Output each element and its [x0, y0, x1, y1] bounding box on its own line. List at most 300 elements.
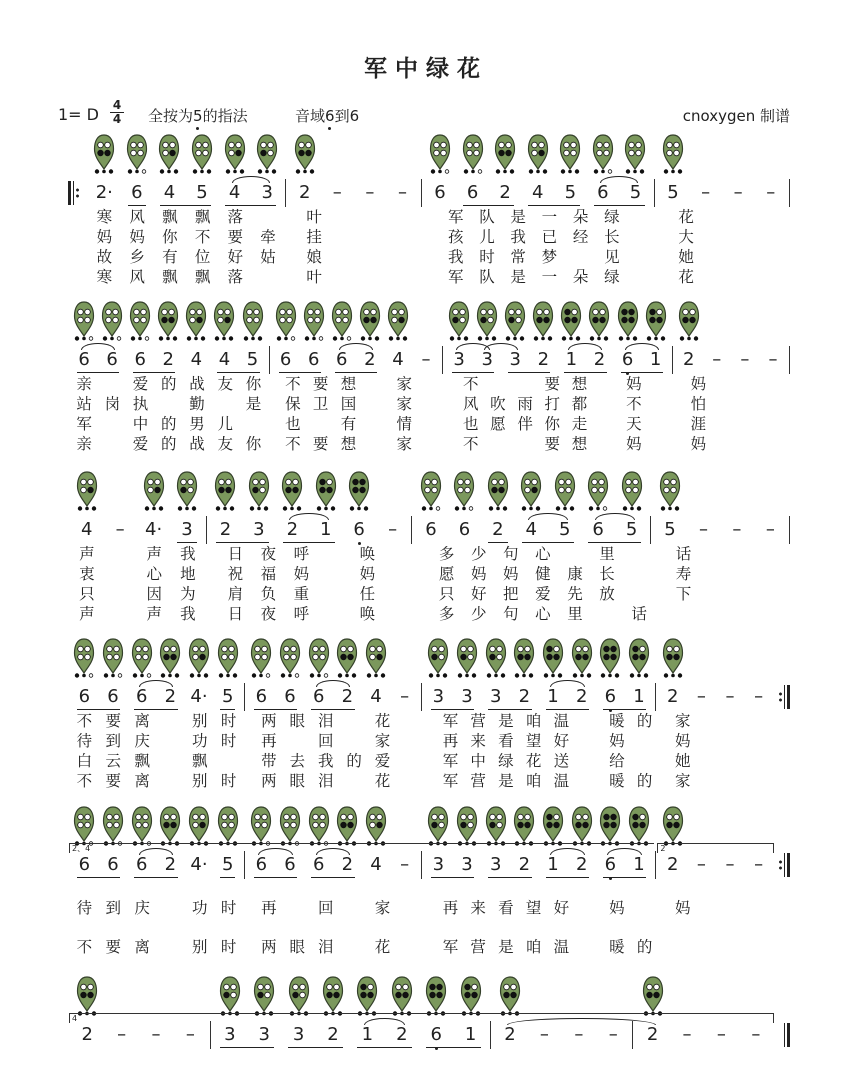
note: [625, 851, 654, 879]
empty-slot: [704, 975, 738, 1017]
ocarina-fingering-icon: [126, 300, 154, 342]
note-text: 6: [255, 686, 268, 707]
note-text: 6: [107, 686, 119, 707]
dash-text: –: [388, 519, 398, 540]
dash: [103, 516, 136, 544]
measure: [68, 346, 270, 374]
dash-text: –: [151, 1024, 161, 1045]
eighth-beam-group: [304, 851, 361, 879]
measure: [651, 516, 790, 544]
lyric-measure: 寒风飘飘落: [96, 208, 294, 226]
eighth-beam-group: [539, 851, 596, 879]
dash: [354, 179, 387, 207]
empty-slot: [376, 470, 409, 512]
note-text: 3: [292, 1024, 305, 1045]
note: [557, 346, 585, 374]
dash-text: –: [115, 519, 125, 540]
dash: [390, 851, 419, 879]
note: [333, 683, 362, 711]
lyric-measure: 花: [678, 268, 795, 286]
lyric-verse-2: [68, 564, 796, 584]
dash-text: –: [740, 349, 750, 370]
eighth-beam-group: [70, 683, 127, 711]
note-text: 2: [164, 686, 177, 707]
lyric-verse-4: [68, 771, 790, 791]
note-text: 6: [78, 349, 90, 370]
dash: [139, 1021, 173, 1049]
lyric-measure: 不要离 别时: [76, 712, 250, 730]
lyric-measure: 不 要想 妈: [462, 375, 681, 393]
note-text: 2: [341, 854, 354, 875]
note: [98, 346, 126, 374]
ocarina-fingering-icon: [614, 300, 642, 342]
lyric-measure: 祝福妈 妈: [227, 565, 426, 583]
dash-text: –: [682, 1024, 692, 1045]
empty-slot: [562, 975, 596, 1017]
note-text: 6: [307, 349, 320, 370]
thin-bar: [73, 181, 74, 205]
note: [510, 683, 539, 711]
spacer: [782, 731, 796, 751]
lyric-measure: 我时常梦 见: [447, 248, 667, 266]
note-text: 5: [558, 519, 571, 540]
lyric-measure: 她: [678, 248, 795, 266]
dash: [527, 1021, 561, 1049]
eighth-beam-group: [424, 851, 481, 879]
measure: [422, 851, 656, 879]
ocarina-fingering-icon: [501, 300, 529, 342]
eighth-beam-group: [515, 516, 582, 544]
note: [333, 851, 362, 879]
note-text: 3: [489, 854, 502, 875]
note-text: 2: [518, 686, 531, 707]
note: [567, 851, 596, 879]
eighth-beam-group: [445, 346, 501, 374]
ocarina-fingering-icon: [70, 805, 99, 847]
note-text: 3: [432, 686, 445, 707]
lyric-measure: 站岗执 勤 是: [76, 395, 274, 413]
eighth-beam-group: [153, 179, 218, 207]
note: [70, 851, 99, 879]
dash: [689, 179, 722, 207]
lyric-measure: [667, 604, 799, 624]
lyric-measure: 保卫国 家: [285, 395, 453, 413]
lyric-measure: 家: [674, 772, 780, 790]
note-text: 6: [135, 854, 148, 875]
ocarina-fingering-icon: [137, 470, 170, 512]
empty-slot: [703, 300, 731, 342]
slur: [484, 343, 518, 350]
note-text: 2: [593, 349, 606, 370]
lyric-measure: 只好把爱先放: [438, 585, 664, 603]
empty-slot: [754, 470, 787, 512]
lyric-measure: 花: [678, 208, 795, 226]
ocarina-fingering-icon: [218, 133, 251, 175]
lyric-measure: 家: [674, 712, 780, 730]
lyric-measure: [668, 928, 783, 967]
note: [515, 516, 548, 544]
note-text: 2: [162, 349, 174, 370]
notes-row: [68, 179, 790, 207]
dash-text: –: [754, 854, 764, 875]
spacer: [776, 805, 790, 847]
note-text: 2: [537, 349, 550, 370]
lyric-measure: 叶: [306, 208, 436, 226]
eighth-beam-group: [521, 179, 586, 207]
ocarina-fingering-icon: [658, 637, 687, 679]
dash: [562, 1021, 596, 1049]
ocarina-fingering-icon: [121, 133, 154, 175]
note: [70, 1021, 104, 1049]
ocarina-fingering-icon: [316, 975, 350, 1017]
dash: [744, 851, 773, 879]
fingering-post: 的指法: [202, 107, 248, 125]
note: [385, 1021, 419, 1049]
note: [251, 179, 284, 207]
note: [272, 346, 300, 374]
eighth-beam-group: [557, 346, 613, 374]
note-text: 4: [525, 519, 537, 540]
empty-slot: [412, 300, 440, 342]
volta-bracket: [69, 1013, 774, 1023]
note-text: 2: [286, 519, 299, 540]
ocarina-fingering-icon: [70, 470, 103, 512]
note-text: 4: [392, 349, 404, 370]
note: [350, 1021, 384, 1049]
lyric-verse-4: [68, 604, 790, 624]
ocarina-fingering-icon: [424, 133, 457, 175]
ocarina-fingering-icon: [88, 133, 121, 175]
score-system: [68, 637, 790, 791]
lyric-measure: 再 回 家: [261, 732, 432, 750]
note: [154, 346, 182, 374]
volta-bracket: [69, 843, 654, 853]
measure: [422, 683, 656, 711]
dash-text: –: [365, 182, 375, 203]
repeat-end-sign: [776, 851, 790, 879]
dash: [716, 683, 745, 711]
note-text: 2: [364, 349, 376, 370]
note-text: 1: [464, 1024, 477, 1045]
empty-slot: [689, 133, 722, 175]
note: [445, 346, 473, 374]
eighth-beam-group: [614, 346, 670, 374]
note: [554, 179, 587, 207]
ocarina-fingering-icon: [213, 637, 242, 679]
lyric-measure: 多少句心 里: [438, 545, 664, 563]
note: [619, 179, 652, 207]
range-note: [295, 105, 359, 126]
empty-slot: [173, 975, 207, 1017]
ocarina-fingering-icon: [510, 637, 539, 679]
ocarina-fingering-icon: [182, 300, 210, 342]
note-text: 5: [196, 182, 208, 203]
ocarina-fingering-icon: [328, 300, 356, 342]
ocarina-fingering-icon: [529, 300, 557, 342]
lyric-measure: 风吹雨打都 不: [462, 395, 681, 413]
note: [121, 179, 154, 207]
ocarina-fingering-icon: [170, 470, 203, 512]
spacer: [782, 928, 796, 967]
note: [529, 346, 557, 374]
dash-text: –: [397, 182, 407, 203]
note-text: 5: [221, 854, 234, 875]
empty-slot: [390, 805, 419, 847]
note-text: 6: [312, 686, 325, 707]
lyric-verse-2: [68, 928, 790, 967]
eighth-beam-group: [304, 683, 361, 711]
note: [170, 516, 203, 544]
lyric-verse-4: [68, 434, 794, 454]
eighth-beam-group: [581, 516, 648, 544]
note: [596, 683, 625, 711]
note-text: 4: [531, 182, 544, 203]
note-text: 2: [683, 349, 695, 370]
note: [539, 683, 568, 711]
note-text: 2: [298, 182, 311, 203]
dash: [744, 683, 773, 711]
thin-bar: [784, 685, 785, 709]
ocarina-fingering-icon: [515, 470, 548, 512]
note: [304, 683, 333, 711]
thick-bar: [787, 1023, 790, 1047]
ocarina-fingering-icon: [247, 637, 276, 679]
empty-slot: [527, 975, 561, 1017]
note: [328, 346, 356, 374]
note: [276, 516, 309, 544]
measure: [633, 1021, 776, 1049]
ocarina-fingering-icon: [210, 300, 238, 342]
note: [493, 1021, 527, 1049]
ocarina-fingering-icon: [304, 637, 333, 679]
ocarina-fingering-icon: [272, 300, 300, 342]
dash: [739, 1021, 773, 1049]
note-text: 5: [667, 182, 679, 203]
notes-row: [68, 844, 790, 879]
dash: [754, 516, 787, 544]
ocarina-fingering-icon: [156, 805, 185, 847]
ocarina-fingering-icon: [473, 300, 501, 342]
fingering-measure: [422, 637, 656, 679]
range-pre: 音域: [295, 107, 326, 125]
fingering-measure: [68, 805, 245, 847]
note-text: 6: [425, 519, 437, 540]
measure: [673, 346, 790, 374]
note: [657, 179, 690, 207]
note-text: 3: [509, 349, 521, 370]
ocarina-fingering-icon: [70, 975, 104, 1017]
fingering-measure: [245, 637, 422, 679]
note: [356, 346, 384, 374]
dash: [390, 683, 419, 711]
note-text: 6: [134, 349, 146, 370]
dash: [412, 346, 440, 374]
dash: [687, 516, 720, 544]
slur: [528, 513, 567, 520]
slur: [600, 176, 639, 183]
lyric-verse-1: [68, 544, 796, 564]
ocarina-fingering-icon: [186, 133, 219, 175]
note-text: 3: [453, 349, 465, 370]
dash-text: –: [696, 854, 706, 875]
lyric-measure: 军队是一朵绿: [447, 208, 667, 226]
eighth-beam-group: [419, 1021, 488, 1049]
measure: [86, 179, 286, 207]
note: [127, 851, 156, 879]
dash-text: –: [712, 349, 722, 370]
eighth-beam-group: [596, 851, 653, 879]
note-text: 6: [353, 519, 365, 540]
eighth-beam-group: [276, 516, 343, 544]
lyric-measure: 衷 心地: [79, 565, 214, 583]
eighth-beam-group: [272, 346, 328, 374]
ocarina-fingering-icon: [156, 637, 185, 679]
empty-slot: [731, 300, 759, 342]
volta-label: 2: [660, 844, 666, 853]
dash: [704, 1021, 738, 1049]
notes-row: [68, 516, 790, 544]
ocarina-fingering-icon: [481, 805, 510, 847]
range-mid: 到: [334, 107, 350, 125]
lyric-verse-1: [68, 374, 794, 394]
dash: [720, 516, 753, 544]
lyric-measure: 话: [675, 545, 796, 563]
fingering-measure: [270, 300, 443, 342]
lyric-measure: 日夜呼 唤: [227, 605, 426, 623]
note: [213, 1021, 247, 1049]
measure: [443, 346, 673, 374]
volta-label: 2、4: [72, 844, 91, 853]
note: [316, 1021, 350, 1049]
ocarina-fingering-icon: [448, 470, 481, 512]
note: [218, 179, 251, 207]
ocarina-fingering-icon: [414, 470, 447, 512]
lyric-measure: 寒风飘飘落: [96, 268, 294, 286]
dash-text: –: [765, 519, 775, 540]
score-system: [68, 300, 794, 454]
ocarina-fingering-icon: [281, 975, 315, 1017]
volta-bracket: [657, 843, 774, 853]
ocarina-fingering-icon: [567, 805, 596, 847]
note-text: 1: [547, 854, 559, 875]
lyric-measure: 妈: [674, 899, 780, 917]
note-text: 6: [78, 686, 91, 707]
note-text: 2: [499, 182, 511, 203]
lyric-measure: 军营是咱温 暖的: [442, 772, 665, 790]
fingering-measure: [422, 133, 655, 175]
lyric-verse-1: [68, 711, 790, 731]
slur: [139, 680, 174, 687]
score-system: [68, 975, 790, 1049]
empty-slot: [722, 133, 755, 175]
note: [658, 851, 687, 879]
lyric-measure: 不 要想 妈: [462, 435, 681, 453]
note-text: 6: [106, 349, 118, 370]
measure: [656, 851, 776, 879]
lyric-measure: 故乡有位好姑: [96, 248, 294, 266]
note-text: 5: [221, 686, 234, 707]
note: [581, 516, 614, 544]
lyric-measure: 挂: [306, 228, 436, 246]
lyric-measure: 也愿伴你走 天: [462, 415, 681, 433]
ocarina-fingering-icon: [127, 637, 156, 679]
eighth-beam-group: [213, 851, 242, 879]
lyric-verse-2: [68, 731, 790, 751]
note-text: 5: [246, 349, 259, 370]
lyric-measure: 怕: [690, 395, 794, 413]
lyric-measure: 两眼泪 花: [261, 712, 432, 730]
note: [414, 516, 447, 544]
measure: [245, 851, 422, 879]
note-text: 6: [336, 349, 348, 370]
lyric-measure: 亲 爱的战友你: [76, 375, 274, 393]
lyric-measure: 声 声我: [79, 605, 214, 623]
fingering-note: [148, 105, 248, 126]
empty-slot: [103, 470, 136, 512]
note: [424, 179, 457, 207]
eighth-beam-group: [247, 851, 304, 879]
ocarina-fingering-icon: [489, 133, 522, 175]
ocarina-fingering-icon: [453, 975, 487, 1017]
eighth-beam-group: [456, 179, 521, 207]
thin-bar: [784, 1023, 785, 1047]
eighth-beam-group: [127, 851, 184, 879]
note-text: 3: [489, 686, 502, 707]
note: [501, 346, 529, 374]
note: [70, 346, 98, 374]
ocarina-fingering-icon: [276, 637, 305, 679]
note: [213, 851, 242, 879]
empty-slot: [720, 470, 753, 512]
ocarina-fingering-icon: [276, 805, 305, 847]
note-text: 6: [597, 182, 609, 203]
empty-slot: [739, 975, 773, 1017]
note-text: 2: [327, 1024, 339, 1045]
lyric-measure: 再来看望好 妈: [442, 899, 665, 917]
eighth-beam-group: [501, 346, 557, 374]
ocarina-fingering-icon: [567, 637, 596, 679]
note-text: 4: [218, 349, 231, 370]
note: [300, 346, 328, 374]
note: [453, 683, 482, 711]
measure: [245, 683, 422, 711]
ocarina-fingering-icon: [424, 637, 453, 679]
note: [448, 516, 481, 544]
thick-bar: [787, 685, 790, 709]
note: [510, 851, 539, 879]
spacer: [776, 637, 790, 679]
dash-text: –: [332, 182, 342, 203]
ocarina-fingering-icon: [548, 470, 581, 512]
note-text: 2: [646, 1024, 659, 1045]
song-title: 军中绿花: [364, 56, 488, 82]
lyric-measure: 她: [674, 752, 780, 770]
spacer: [782, 751, 796, 771]
lyric-measure: 两眼泪 花: [261, 938, 432, 956]
ocarina-fingering-icon: [185, 805, 214, 847]
notes-row: [68, 683, 790, 711]
dash: [670, 1021, 704, 1049]
note-text: 6: [131, 182, 143, 203]
lyric-measure: 再来看望好 妈: [442, 732, 665, 750]
eighth-beam-group: [481, 683, 538, 711]
ocarina-fingering-icon: [300, 300, 328, 342]
note-text: 2: [575, 686, 588, 707]
lyric-verse-1: [68, 889, 790, 928]
note: [247, 1021, 281, 1049]
range-high: 6: [349, 107, 360, 125]
ocarina-fingering-icon: [362, 637, 391, 679]
